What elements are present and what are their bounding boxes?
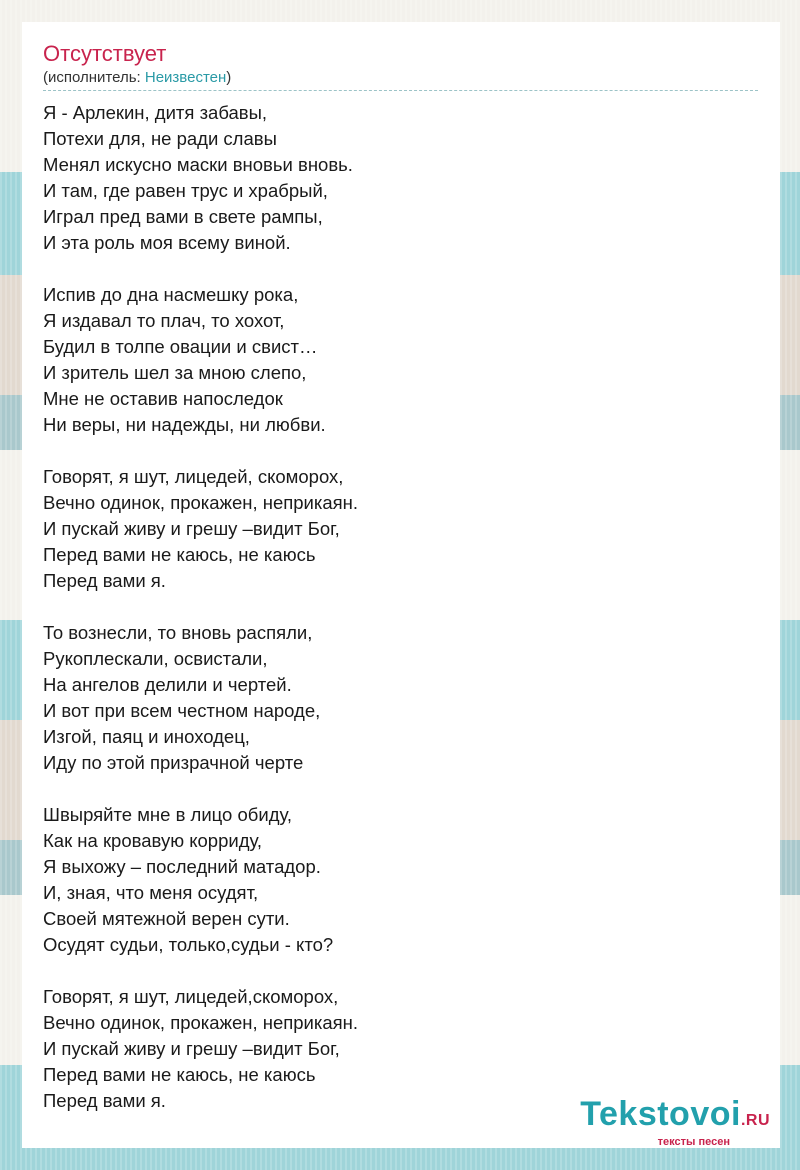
logo-tld: .RU	[740, 1112, 770, 1129]
lyric-line: Играл пред вами в свете рампы,	[43, 206, 323, 227]
lyric-line: Швыряйте мне в лицо обиду,	[43, 804, 293, 825]
lyric-line: Испив до дна насмешку рока,	[43, 284, 299, 305]
lyric-line: Осудят судьи, только,судьи - кто?	[43, 934, 334, 955]
lyric-line: Вечно одинок, прокажен, неприкаян.	[43, 1012, 359, 1033]
site-logo	[580, 1097, 770, 1148]
lyric-line: И вот при всем честном народе,	[43, 700, 321, 721]
lyric-line: Потехи для, не ради славы	[43, 128, 277, 149]
lyric-line: То вознесли, то вновь распяли,	[43, 622, 313, 643]
stanza	[43, 282, 758, 438]
stanza	[43, 802, 758, 958]
lyric-line: И пускай живу и грешу –видит Бог,	[43, 1038, 340, 1059]
lyric-line: Перед вами не каюсь, не каюсь	[43, 544, 316, 565]
performer-suffix: )	[226, 69, 232, 86]
lyric-line: Ни веры, ни надежды, ни любви.	[43, 414, 326, 435]
lyric-line: Вечно одинок, прокажен, неприкаян.	[43, 492, 359, 513]
performer-line	[43, 68, 758, 91]
lyrics-body	[43, 100, 758, 1114]
lyric-line: Говорят, я шут, лицедей,скоморох,	[43, 986, 339, 1007]
stanza	[43, 464, 758, 594]
lyric-line: Как на кровавую корриду,	[43, 830, 263, 851]
lyric-line: Я - Арлекин, дитя забавы,	[43, 102, 268, 123]
logo-name: Tekstovoi	[580, 1095, 741, 1133]
lyric-line: И там, где равен трус и храбрый,	[43, 180, 328, 201]
lyric-line: Говорят, я шут, лицедей, скоморох,	[43, 466, 344, 487]
lyric-line: Своей мятежной верен сути.	[43, 908, 290, 929]
lyric-line: И зритель шел за мною слепо,	[43, 362, 307, 383]
performer-prefix: (исполнитель:	[43, 69, 145, 86]
logo-wordmark	[580, 1097, 770, 1138]
performer-link[interactable]: Неизвестен	[144, 69, 227, 86]
song-title: Отсутствует	[43, 41, 167, 66]
lyric-line: И эта роль моя всему виной.	[43, 232, 291, 253]
lyric-line: Будил в толпе овации и свист…	[43, 336, 318, 357]
logo-tagline: тексты песен	[657, 1136, 730, 1148]
lyric-line: Рукоплескали, освистали,	[43, 648, 268, 669]
stanza	[43, 620, 758, 776]
lyric-line: Я издавал то плач, то хохот,	[43, 310, 285, 331]
lyric-line: Перед вами я.	[43, 570, 166, 591]
lyric-line: На ангелов делили и чертей.	[43, 674, 292, 695]
lyric-line: Перед вами я.	[43, 1090, 166, 1111]
lyric-line: Иду по этой призрачной черте	[43, 752, 304, 773]
lyric-line: Изгой, паяц и иноходец,	[43, 726, 250, 747]
lyric-line: Я выхожу – последний матадор.	[43, 856, 321, 877]
stanza	[43, 100, 758, 256]
lyric-line: И пускай живу и грешу –видит Бог,	[43, 518, 340, 539]
lyric-line: Перед вами не каюсь, не каюсь	[43, 1064, 316, 1085]
lyric-line: Мне не оставив напоследок	[43, 388, 283, 409]
lyrics-card	[22, 22, 780, 1148]
lyric-line: Менял искусно маски вновьи вновь.	[43, 154, 353, 175]
lyric-line: И, зная, что меня осудят,	[43, 882, 259, 903]
